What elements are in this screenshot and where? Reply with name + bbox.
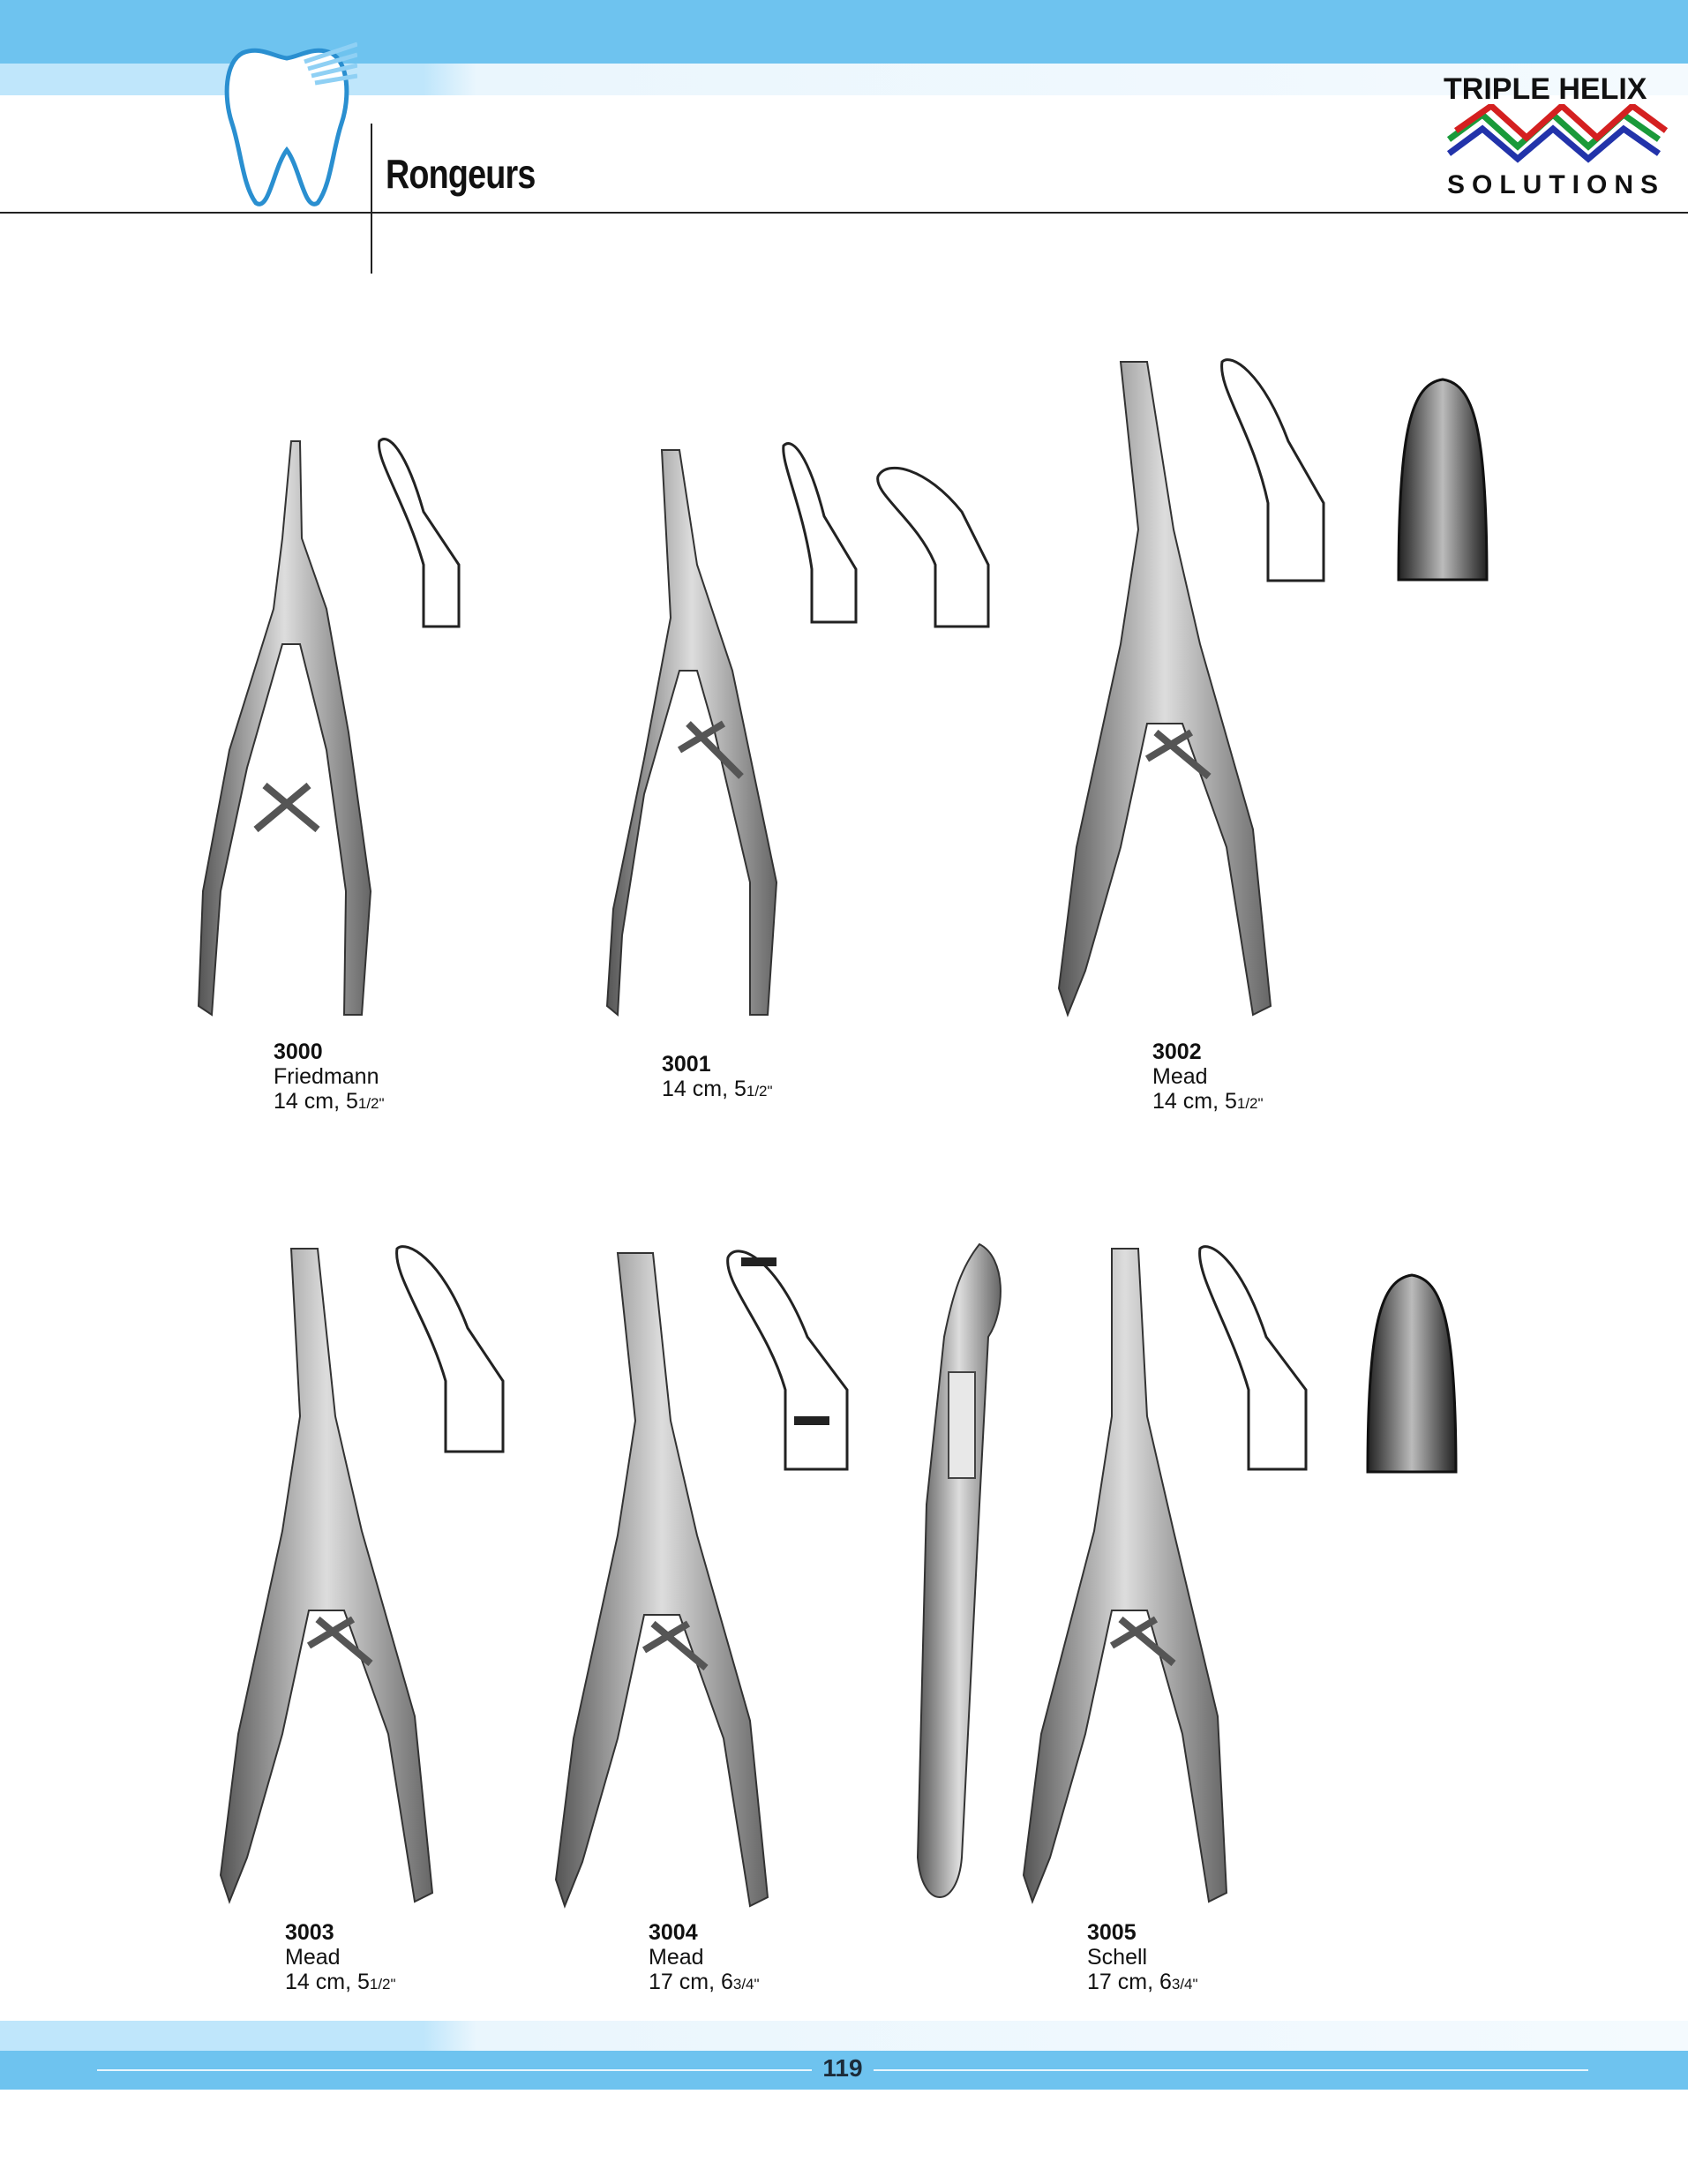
item-size: 14 cm, 51/2" [1152,1089,1264,1114]
item-name: Mead [1152,1064,1208,1089]
jaw-detail-3003 [393,1240,507,1456]
page-title: Rongeurs [386,151,536,197]
tooth-icon [216,35,357,212]
item-code: 3004 [649,1920,698,1945]
brand-helix-logo [1447,104,1668,166]
item-size: 17 cm, 63/4" [649,1970,760,1994]
jaw-detail-3005 [1196,1240,1310,1474]
rongeur-3000-image [194,432,388,1032]
jaw-front-view-3005 [1363,1271,1460,1474]
jaw-detail-3001-b [874,459,997,631]
footer-band-light [0,2021,1688,2051]
jaw-detail-3000 [371,432,468,635]
item-3000 [274,1039,385,1116]
item-3005 [1087,1920,1198,1997]
item-name: Friedmann [274,1064,379,1089]
jaw-detail-3004 [724,1240,856,1474]
item-size: 14 cm, 51/2" [274,1089,385,1114]
title-divider [371,124,372,274]
rongeur-3001-image [600,441,794,1024]
jaw-front-view-3002 [1394,375,1491,582]
item-code: 3002 [1152,1039,1202,1064]
page-number: 119 [812,2054,874,2083]
brand-name: TRIPLE HELIX [1444,72,1647,106]
item-3003 [285,1920,396,1997]
jaw-detail-3002 [1218,353,1328,582]
item-size: 14 cm, 51/2" [285,1970,396,1994]
item-3002 [1152,1039,1264,1116]
item-code: 3005 [1087,1920,1137,1945]
item-name: Schell [1087,1945,1148,1970]
item-size: 17 cm, 63/4" [1087,1970,1198,1994]
header-rule [0,212,1688,214]
jaw-detail-3001-a [776,437,865,627]
item-size: 14 cm, 51/2" [662,1077,773,1101]
brand-subtitle: SOLUTIONS [1447,170,1666,199]
item-name: Mead [649,1945,704,1970]
item-3001 [662,1052,773,1104]
item-code: 3000 [274,1039,323,1064]
item-code: 3001 [662,1052,711,1077]
item-3004 [649,1920,760,1997]
item-code: 3003 [285,1920,334,1945]
item-name: Mead [285,1945,341,1970]
